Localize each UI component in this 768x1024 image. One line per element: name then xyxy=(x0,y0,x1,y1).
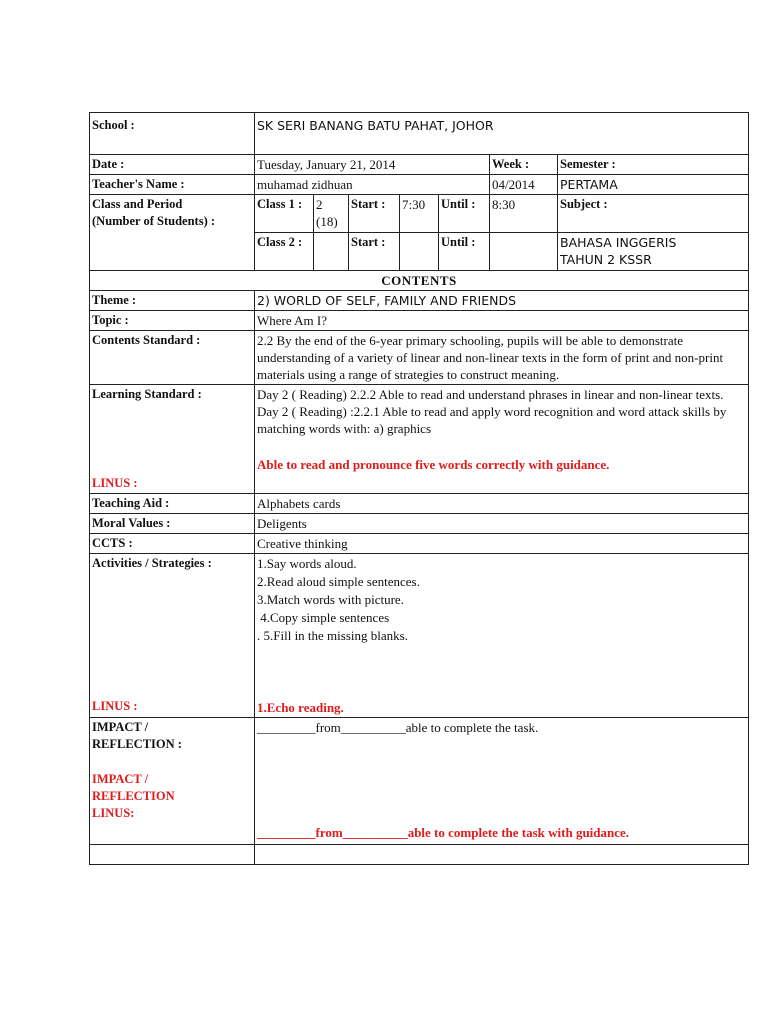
impact-value: _________from__________able to complete the task. xyxy=(257,720,539,735)
learning-standard-cell xyxy=(90,385,255,494)
impact-cell xyxy=(90,718,255,845)
teaching-aid-value: Alphabets cards xyxy=(255,494,749,514)
activity-item: 3.Match words with picture. xyxy=(257,592,404,607)
class1-until-value: 8:30 xyxy=(490,195,558,233)
semester-value: PERTAMA xyxy=(558,175,749,195)
contents-standard-value: 2.2 By the end of the 6-year primary schooling, pupils will be able to demonstrate understanding of a variety of linear and non-linear texts in the form of print and non-print materials using a range of strategies to construct meaning. xyxy=(255,331,749,385)
activity-item: 4.Copy simple sentences xyxy=(257,610,390,625)
impact-label-line2: REFLECTION : xyxy=(92,737,182,751)
activities-linus-value: 1.Echo reading. xyxy=(257,700,344,715)
class2-start-label: Start : xyxy=(349,233,400,271)
moral-values-value: Deligents xyxy=(255,514,749,534)
contents-standard-row xyxy=(90,331,749,385)
activity-item: 2.Read aloud simple sentences. xyxy=(257,574,420,589)
learning-linus-label: LINUS : xyxy=(92,476,138,490)
learning-standard-value xyxy=(255,385,749,494)
activity-item: 1.Say words aloud. xyxy=(257,556,357,571)
subject-value-line1: BAHASA INGGERIS xyxy=(560,235,677,250)
activities-row xyxy=(90,554,749,718)
ccts-value: Creative thinking xyxy=(255,534,749,554)
date-value: Tuesday, January 21, 2014 xyxy=(255,155,490,175)
topic-value: Where Am I? xyxy=(255,311,749,331)
impact-row xyxy=(90,718,749,845)
moral-values-label: Moral Values : xyxy=(90,514,255,534)
activity-item: . 5.Fill in the missing blanks. xyxy=(257,628,408,643)
topic-row xyxy=(90,311,749,331)
subject-value-line2: TAHUN 2 KSSR xyxy=(560,252,652,267)
teacher-label: Teacher's Name : xyxy=(90,175,255,195)
class1-value xyxy=(314,195,349,233)
week-value: 04/2014 xyxy=(490,175,558,195)
school-value: SK SERI BANANG BATU PAHAT, JOHOR xyxy=(255,113,749,155)
class1-row xyxy=(90,195,749,233)
ccts-label: CCTS : xyxy=(90,534,255,554)
theme-label: Theme : xyxy=(90,291,255,311)
contents-header: CONTENTS xyxy=(90,271,749,291)
learning-standard-line1: Day 2 ( Reading) 2.2.2 Able to read and understand phrases in linear and non-linear texts. xyxy=(257,387,724,402)
blank-cell-left xyxy=(90,845,255,865)
class2-start-value xyxy=(400,233,439,271)
teacher-value: muhamad zidhuan xyxy=(255,175,490,195)
activities-cell xyxy=(90,554,255,718)
blank-row xyxy=(90,845,749,865)
class2-until-label: Until : xyxy=(439,233,490,271)
topic-label: Topic : xyxy=(90,311,255,331)
class1-start-value: 7:30 xyxy=(400,195,439,233)
lesson-plan-table xyxy=(89,112,749,865)
learning-linus-value: Able to read and pronounce five words correctly with guidance. xyxy=(257,457,610,472)
contents-standard-label: Contents Standard : xyxy=(90,331,255,385)
week-label: Week : xyxy=(490,155,558,175)
class2-label: Class 2 : xyxy=(255,233,314,271)
class1-value-line2: (18) xyxy=(316,214,338,229)
semester-label: Semester : xyxy=(558,155,749,175)
school-row xyxy=(90,113,749,155)
impact-linus-label-line3: LINUS: xyxy=(92,806,135,820)
class2-until-value xyxy=(490,233,558,271)
learning-standard-label: Learning Standard : xyxy=(92,387,202,401)
class1-until-label: Until : xyxy=(439,195,490,233)
subject-value xyxy=(558,233,749,271)
teacher-row xyxy=(90,175,749,195)
impact-label-line1: IMPACT / xyxy=(92,720,149,734)
impact-value-cell xyxy=(255,718,749,845)
teaching-aid-label: Teaching Aid : xyxy=(90,494,255,514)
moral-values-row xyxy=(90,514,749,534)
activities-label: Activities / Strategies : xyxy=(92,556,212,570)
learning-standard-row xyxy=(90,385,749,494)
impact-linus-label-line1: IMPACT / xyxy=(92,772,149,786)
class1-start-label: Start : xyxy=(349,195,400,233)
impact-linus-label-line2: REFLECTION xyxy=(92,789,175,803)
school-label: School : xyxy=(90,113,255,155)
contents-header-row xyxy=(90,271,749,291)
ccts-row xyxy=(90,534,749,554)
activities-linus-label: LINUS : xyxy=(92,699,138,713)
subject-label: Subject : xyxy=(558,195,749,233)
class2-value xyxy=(314,233,349,271)
lesson-plan-form xyxy=(89,112,748,865)
learning-standard-line2: Day 2 ( Reading) :2.2.1 Able to read and apply word recognition and word attack skills by matching words with: a) graphics xyxy=(257,404,727,436)
class1-label: Class 1 : xyxy=(255,195,314,233)
class1-value-line1: 2 xyxy=(316,197,323,212)
class-period-label xyxy=(90,195,255,271)
date-label: Date : xyxy=(90,155,255,175)
date-row xyxy=(90,155,749,175)
blank-cell-right xyxy=(255,845,749,865)
impact-linus-value: _________from__________able to complete the task with guidance. xyxy=(257,825,630,840)
theme-value: 2) WORLD OF SELF, FAMILY AND FRIENDS xyxy=(255,291,749,311)
class-period-label-line1: Class and Period xyxy=(92,197,183,211)
activities-value xyxy=(255,554,749,718)
class-period-label-line2: (Number of Students) : xyxy=(92,214,216,228)
teaching-aid-row xyxy=(90,494,749,514)
theme-row xyxy=(90,291,749,311)
